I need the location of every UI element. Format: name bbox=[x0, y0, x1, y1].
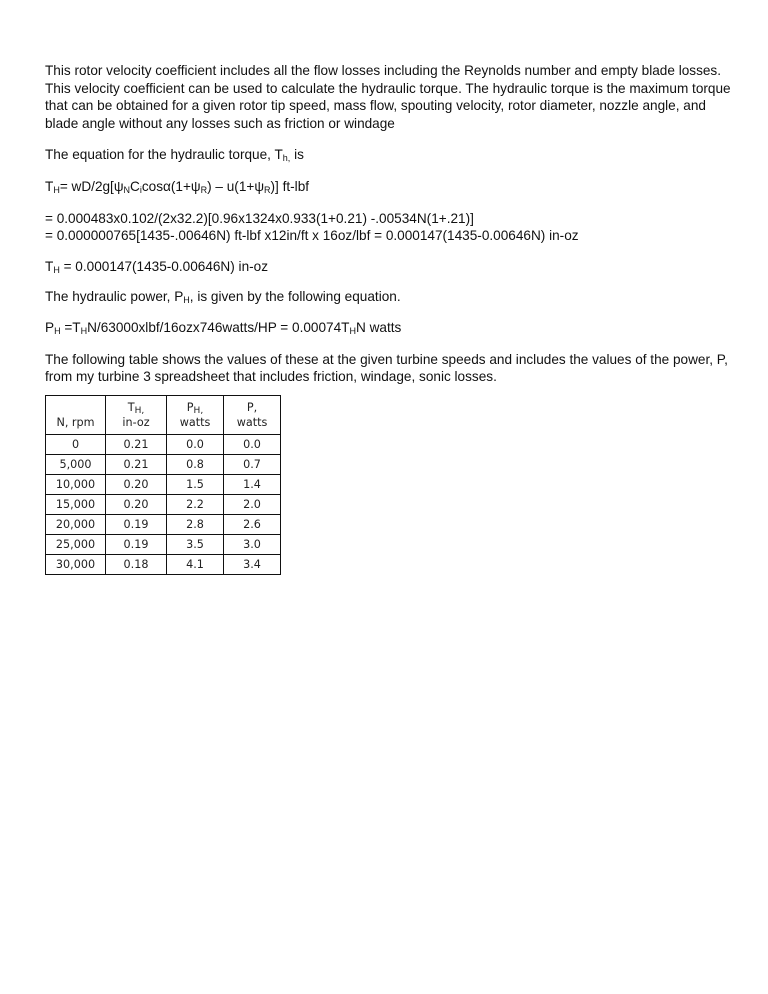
torque-result-equation bbox=[45, 258, 735, 276]
table-row bbox=[46, 494, 281, 514]
power-intro-subscript: H bbox=[183, 295, 190, 306]
eq-subscript-i: i bbox=[139, 184, 142, 195]
table-header-row bbox=[46, 395, 281, 434]
cell-speed: 5,000 bbox=[46, 454, 106, 474]
cell-speed: 20,000 bbox=[46, 514, 106, 534]
header-torque bbox=[106, 395, 167, 434]
ph-t2-subscript: H bbox=[349, 325, 356, 336]
cell-power: 3.0 bbox=[224, 534, 281, 554]
header-speed bbox=[46, 395, 106, 434]
cell-torque: 0.21 bbox=[106, 434, 167, 454]
cell-torque: 0.20 bbox=[106, 494, 167, 514]
ph-part-1: =T bbox=[60, 319, 81, 335]
th-rest: = 0.000147(1435-0.00646N) in-oz bbox=[59, 258, 269, 274]
cell-power: 2.6 bbox=[224, 514, 281, 534]
cell-speed: 30,000 bbox=[46, 554, 106, 574]
table-row bbox=[46, 554, 281, 574]
power-intro-tail: , is given by the following equation. bbox=[189, 289, 401, 305]
cell-hydraulic-power: 0.0 bbox=[167, 434, 224, 454]
ph-t-subscript: H bbox=[80, 325, 88, 336]
cell-hydraulic-power: 2.2 bbox=[167, 494, 224, 514]
cell-torque: 0.20 bbox=[106, 474, 167, 494]
eq-part-3: ) – u(1+ψ bbox=[207, 178, 265, 194]
ph-part-2: N/63000xlbf/16ozx746watts/HP = 0.00074T bbox=[87, 319, 350, 335]
table-row bbox=[46, 434, 281, 454]
eq-symbol-t: T bbox=[45, 178, 54, 194]
table-row bbox=[46, 474, 281, 494]
header-torque-unit: in-oz bbox=[122, 415, 150, 429]
table-row bbox=[46, 514, 281, 534]
cell-hydraulic-power: 3.5 bbox=[167, 534, 224, 554]
cell-torque: 0.19 bbox=[106, 534, 167, 554]
header-speed-label: N, rpm bbox=[56, 415, 95, 429]
cell-power: 2.0 bbox=[224, 494, 281, 514]
header-torque-subscript: H, bbox=[134, 405, 145, 416]
cell-power: 0.0 bbox=[224, 434, 281, 454]
cell-torque: 0.19 bbox=[106, 514, 167, 534]
header-p-unit: watts bbox=[236, 415, 268, 429]
header-ph-subscript: H, bbox=[193, 405, 204, 416]
cell-speed: 0 bbox=[46, 434, 106, 454]
calculation-line-2: = 0.000000765[1435-.00646N) ft-lbf x12in/ft x 16oz/lbf = 0.000147(1435-0.00646N) in-oz bbox=[45, 228, 579, 244]
eq-subscript-n: N bbox=[123, 184, 131, 195]
cell-power: 1.4 bbox=[224, 474, 281, 494]
table-intro-paragraph: The following table shows the values of these at the given turbine speeds and includes the values of the power, P, from my turbine 3 spreadsheet that includes friction, windage, sonic losses. bbox=[45, 351, 728, 385]
eq-subscript-r: R bbox=[200, 184, 208, 195]
calculation-line-1: = 0.000483x0.102/(2x32.2)[0.96x1324x0.933(1+0.21) -.00534N(1+.21)] bbox=[45, 210, 474, 226]
cell-power: 0.7 bbox=[224, 454, 281, 474]
power-intro-text: The hydraulic power, P bbox=[45, 289, 184, 305]
hydraulic-torque-equation bbox=[45, 178, 735, 196]
cell-hydraulic-power: 4.1 bbox=[167, 554, 224, 574]
hydraulic-power-equation bbox=[45, 319, 735, 337]
torque-intro-tail: is bbox=[290, 147, 304, 163]
ph-part-3: N watts bbox=[355, 319, 402, 335]
intro-paragraph: This rotor velocity coefficient includes all the flow losses including the Reynolds number and empty blade losses. This velocity coefficient can be used to calculate the hydraulic torque. The hydraulic torque is the maximum torque that can be obtained for a given rotor tip speed, mass flow, spouting velocity, rotor diameter, nozzle angle, and blade angle without any losses such as friction or windage bbox=[45, 63, 731, 131]
cell-hydraulic-power: 1.5 bbox=[167, 474, 224, 494]
cell-torque: 0.21 bbox=[106, 454, 167, 474]
cell-speed: 10,000 bbox=[46, 474, 106, 494]
torque-equation-intro bbox=[45, 146, 735, 164]
header-ph-unit: watts bbox=[179, 415, 211, 429]
eq-subscript-r2: R bbox=[264, 184, 271, 195]
th-subscript: H bbox=[53, 264, 60, 275]
table-row bbox=[46, 534, 281, 554]
document-page bbox=[45, 62, 735, 575]
th-symbol: T bbox=[45, 258, 54, 274]
header-ph-symbol: P bbox=[186, 400, 194, 414]
cell-torque: 0.18 bbox=[106, 554, 167, 574]
cell-speed: 15,000 bbox=[46, 494, 106, 514]
torque-intro-subscript: h, bbox=[282, 153, 291, 164]
eq-symbol-c: C bbox=[130, 178, 140, 194]
cell-speed: 25,000 bbox=[46, 534, 106, 554]
header-power bbox=[224, 395, 281, 434]
cell-power: 3.4 bbox=[224, 554, 281, 574]
cell-hydraulic-power: 0.8 bbox=[167, 454, 224, 474]
table-row bbox=[46, 454, 281, 474]
ph-subscript: H bbox=[54, 325, 61, 336]
ph-symbol: P bbox=[45, 319, 55, 335]
calculation-block bbox=[45, 210, 735, 245]
power-equation-intro bbox=[45, 288, 735, 306]
eq-subscript-h: H bbox=[53, 184, 60, 195]
cell-hydraulic-power: 2.8 bbox=[167, 514, 224, 534]
header-p-symbol: P, bbox=[246, 400, 258, 414]
turbine-results-table bbox=[45, 395, 281, 575]
eq-part-2: cosα(1+ψ bbox=[141, 178, 201, 194]
torque-intro-text: The equation for the hydraulic torque, T bbox=[45, 147, 283, 163]
header-hydraulic-power bbox=[167, 395, 224, 434]
header-torque-symbol: T bbox=[127, 400, 135, 414]
eq-part-4: )] ft-lbf bbox=[270, 178, 310, 194]
eq-part-1: = wD/2g[ψ bbox=[59, 178, 124, 194]
